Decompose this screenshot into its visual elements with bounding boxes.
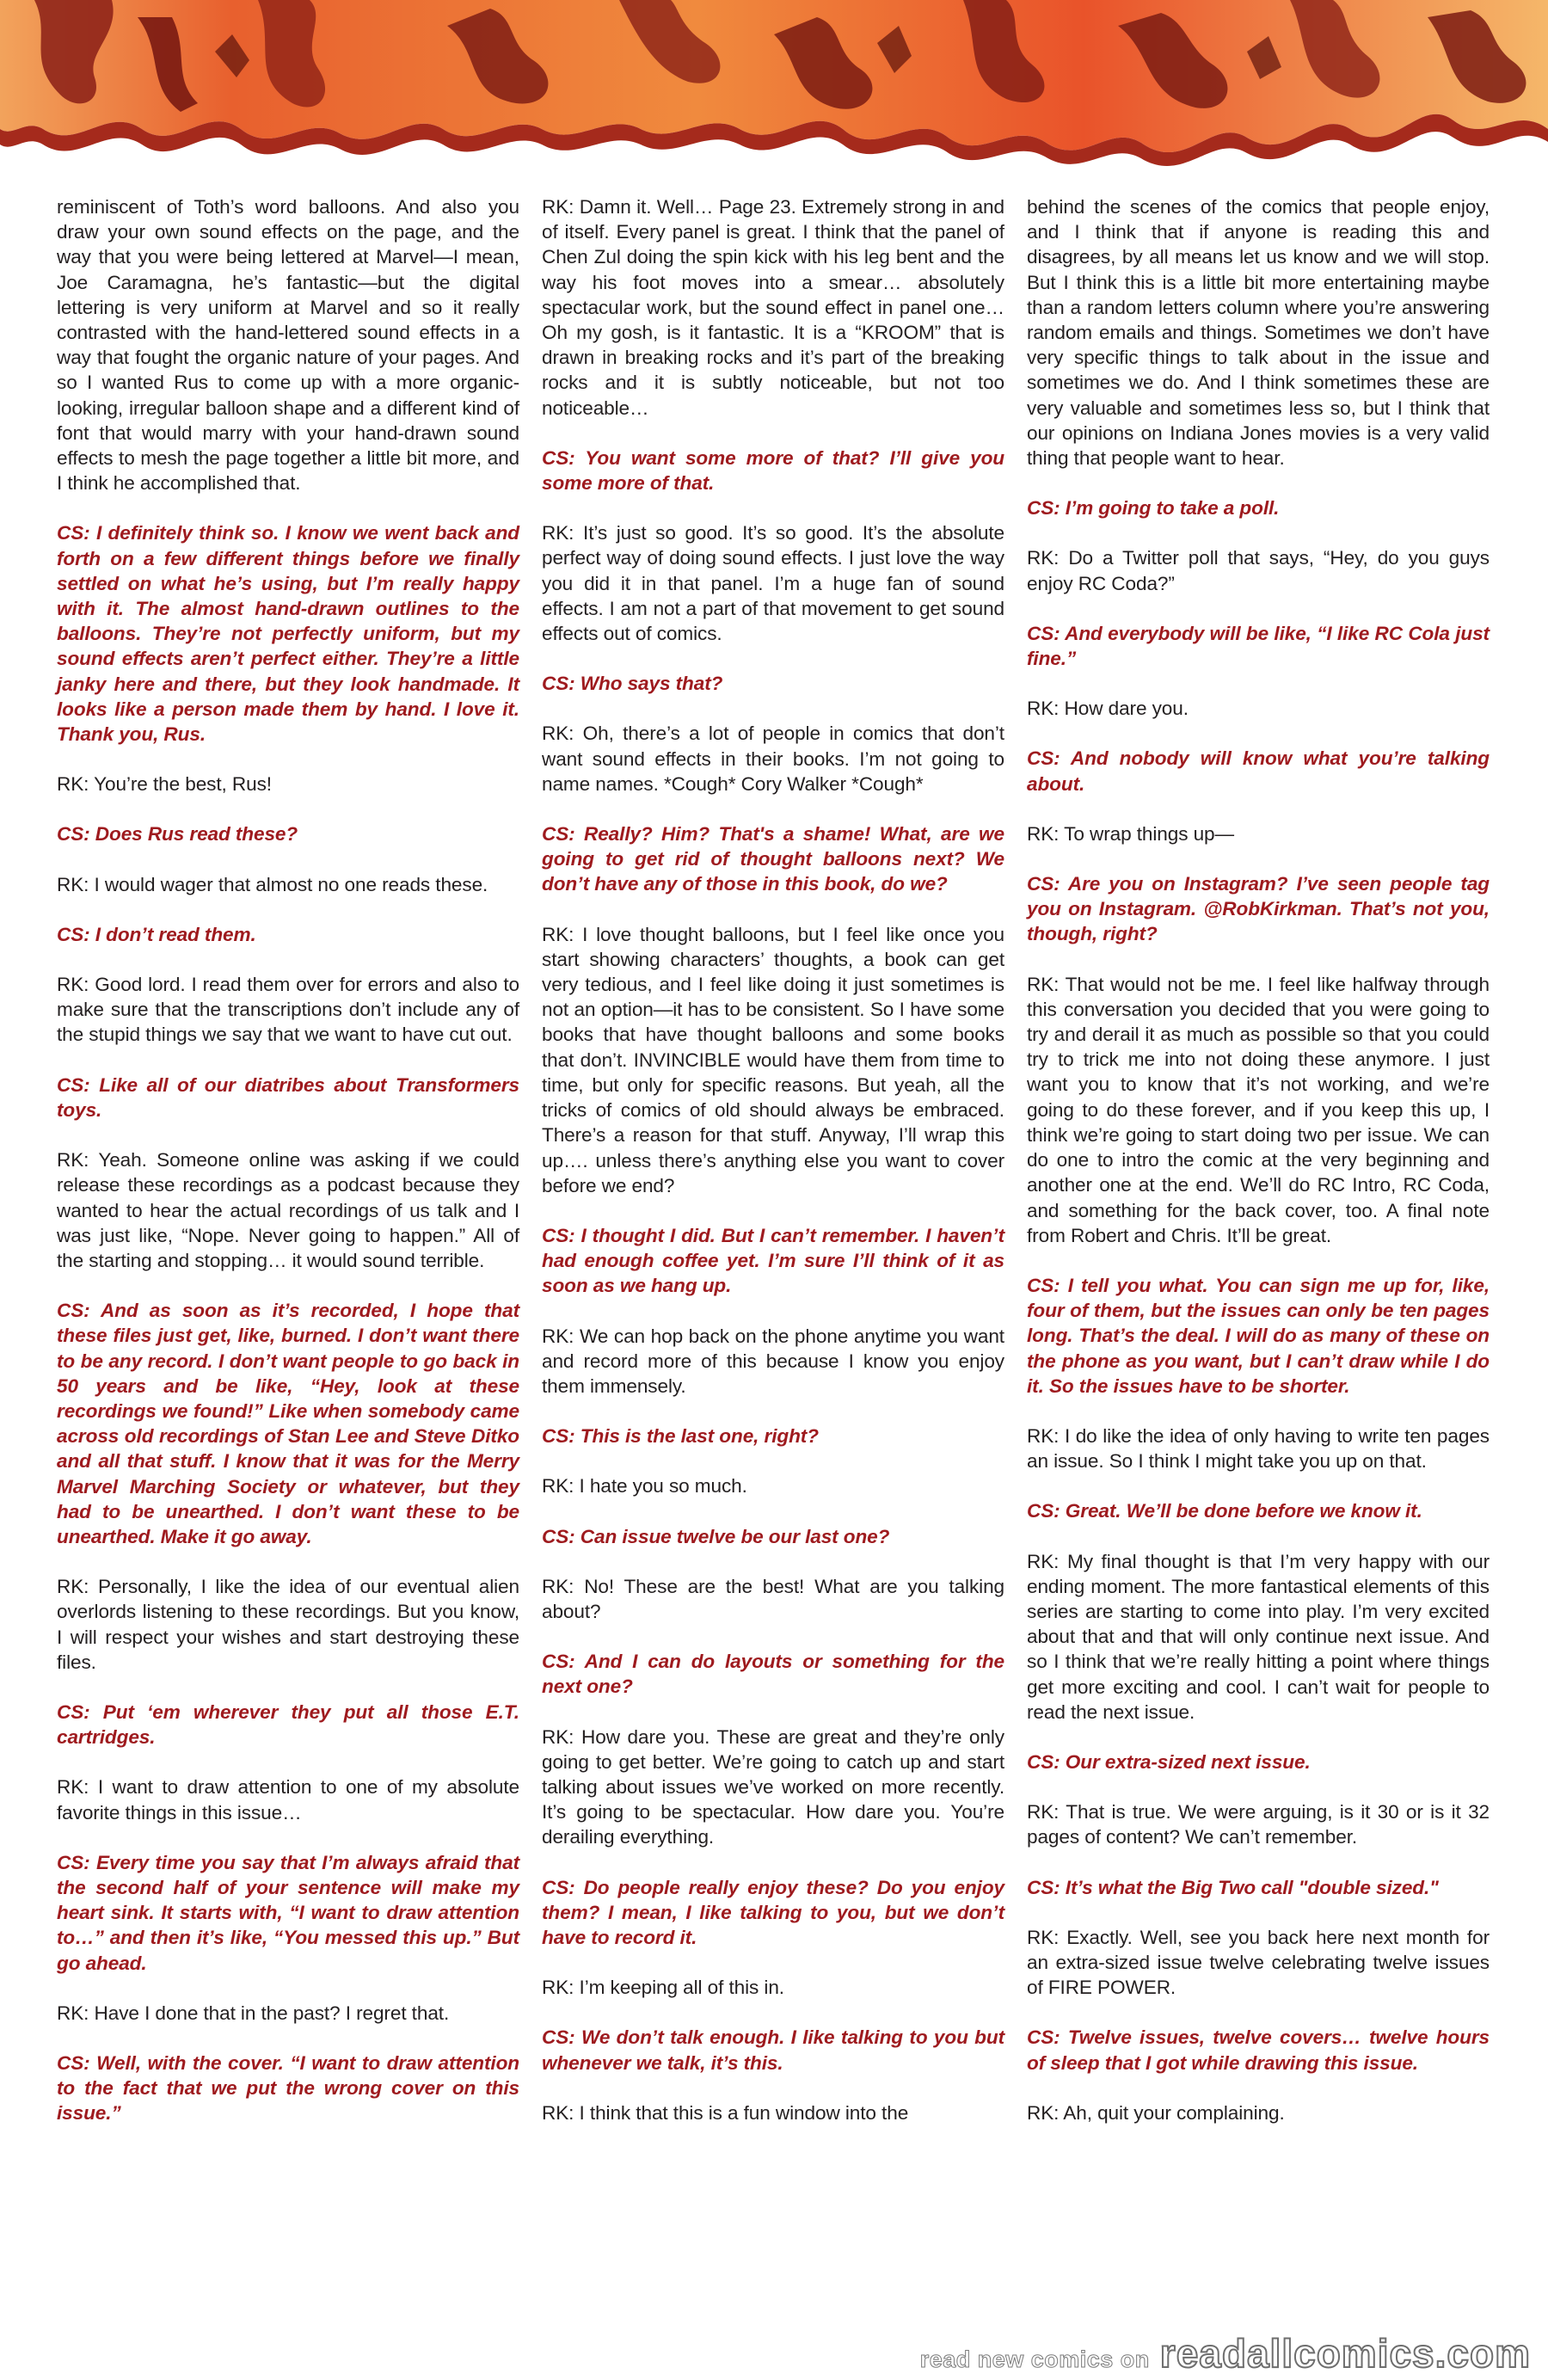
cs-remark: CS: Twelve issues, twelve covers… twelve hours of sleep that I got while drawing this issue. [1027,2026,1490,2074]
rk-remark: RK: I do like the idea of only having to write ten pages an issue. So I think I might take you up on that. [1027,1424,1490,1473]
cs-remark: CS: Really? Him? That's a shame! What, are we going to get rid of thought balloons next? We don’t have any of those in this book, do we? [542,823,1004,895]
rk-remark: RK: How dare you. These are great and they’re only going to get better. We’re going to catch up and start talking about issues we’ve worked on more recently. It’s going to be spectacular. How dare you. You’re derailing everything. [542,1725,1004,1848]
rk-remark: RK: Yeah. Someone online was asking if we could release these recordings as a podcast because they wanted to hear the actual recordings of us talk and I was just like, “Nope. Never going to happen.” All of the starting and stopping… it would sound terrible. [57,1149,519,1271]
cs-remark: CS: Put ‘em wherever they put all those E.T. cartridges. [57,1700,519,1749]
cs-remark: CS: Our extra-sized next issue. [1027,1750,1311,1773]
rk-remark: RK: To wrap things up— [1027,822,1235,845]
cs-remark: CS: Every time you say that I’m always afraid that the second half of your sentence will make my heart sink. It starts with, “I want to draw attention to…” and then it’s like, “You messed this up.” But go ahead. [57,1851,519,1974]
site-watermark [920,2332,1531,2377]
interview-paragraph: reminiscent of Toth’s word balloons. And also you draw your own sound effects on the page, and the way that you were being lettered at Marvel—I mean, Joe Caramagna, he’s fantastic—but the digital lettering is very uniform at Marvel and so it really contrasted with the hand-lettered sound effects in a way that fought the organic nature of your pages. And so I wanted Rus to come up with a more organic-looking, irregular balloon shape and a different kind of font that would marry with your hand-drawn sound effects to mesh the page together a little bit more, and I think he accomplished that. [57,196,519,495]
cs-remark: CS: You want some more of that? I’ll give you some more of that. [542,446,1004,495]
cs-remark: CS: I tell you what. You can sign me up for, like, four of them, but the issues can only be ten pages long. That’s the deal. I will do as many of these on the phone as you want, but I can’t draw while I do it. So the issues have to be shorter. [1027,1274,1490,1397]
cs-remark: CS: Does Rus read these? [57,823,298,846]
watermark-prefix: read new comics on [919,2346,1150,2372]
cs-remark: CS: Like all of our diatribes about Transformers toys. [57,1073,519,1121]
rk-remark: RK: I think that this is a fun window into the [542,2101,909,2124]
rk-remark: RK: Damn it. Well… Page 23. Extremely strong in and of itself. Every panel is great. I think that the panel of Chen Zul doing the spin kick with his leg bent and the way his foot moves into a smear… absolutely spectacular work, but the sound effect in panel one… Oh my gosh, is it fantastic. It is a “KROOM” that is drawn in breaking rocks and it’s part of the breaking rocks and it is subtly noticeable, but not too noticeable… [542,196,1004,419]
rk-remark: behind the scenes of the comics that people enjoy, and I think that if anyone is reading this and disagrees, by all means let us know and we will stop. But I think this is a little bit more entertaining maybe than a random letters column where you’re answering random emails and things. Sometimes we don’t have very specific things to talk about in the issue and sometimes we do. And I think sometimes these are very valuable and sometimes less so, but I think that our opinions on Indiana Jones movies is a very valid thing that people want to hear. [1027,196,1490,470]
cs-remark: CS: Are you on Instagram? I’ve seen people tag you on Instagram. @RobKirkman. That’s not you, though, right? [1027,873,1490,945]
rk-remark: RK: That would not be me. I feel like halfway through this conversation you decided that you were going to try and derail it as much as possible so that you could try to trick me into not doing these anymore. I just want you to know that it’s not working, and we’re going to do these forever, and if you keep this up, I think we’re going to start doing two per issue. We can do one to intro the comic at the very beginning and another one at the end. We’ll do RC Intro, RC Coda, and something for the back cover, too. A final note from Robert and Chris. It’ll be great. [1027,973,1490,1246]
cs-remark: CS: Can issue twelve be our last one? [542,1525,890,1547]
rk-remark: RK: How dare you. [1027,698,1189,720]
rk-remark: RK: It’s just so good. It’s so good. It’s the absolute perfect way of doing sound effects. I just love the way you did it in that panel. I’m a huge fan of sound effects. I am not a part of that movement to get sound effects out of comics. [542,522,1004,645]
rk-remark: RK: Personally, I like the idea of our eventual alien overlords listening to these recordings. But you know, I will respect your wishes and start destroying these files. [57,1576,519,1673]
rk-remark: RK: I’m keeping all of this in. [542,1977,784,1999]
rk-remark: RK: I hate you so much. [542,1475,747,1497]
rk-remark: RK: That is true. We were arguing, is it 30 or is it 32 pages of content? We can’t remember. [1027,1801,1490,1848]
rk-remark: RK: I want to draw attention to one of my absolute favorite things in this issue… [57,1776,519,1823]
rk-remark: RK: Oh, there’s a lot of people in comics that don’t want sound effects in their books. I’m not going to name names. *Cough* Cory Walker *Cough* [542,723,1004,795]
rk-remark: RK: Have I done that in the past? I regret that. [57,2002,450,2024]
rk-remark: RK: My final thought is that I’m very happy with our ending moment. The more fantastical elements of this series are starting to come into play. I’m very excited about that and that will only continue next issue. And so I think that we’re really hitting a point where things get more exciting and cool. I can’t wait for people to read the next issue. [1027,1550,1490,1723]
rk-remark: RK: Ah, quit your complaining. [1027,2101,1285,2124]
cs-remark: CS: And as soon as it’s recorded, I hope that these files just get, like, burned. I don’t want there to be any record. I don’t want people to go back in 50 years and be like, “Hey, look at these recordings we found!” Like when somebody came across old recordings of Stan Lee and Steve Ditko and all that stuff. I know that it was for the Merry Marvel Marching Society or whatever, but they had to be unearthed. I don’t want these to be unearthed. Make it go away. [57,1300,519,1547]
cs-remark: CS: I don’t read them. [57,923,256,945]
rk-remark: RK: I love thought balloons, but I feel like once you start showing characters’ thoughts, a book can get very tedious, and I feel like doing it just sometimes is not an option—it has to be consistent. So I have some books that have thought balloons and some books that don’t. INVINCIBLE would have them from time to time, but only for specific reasons. But yeah, all the tricks of comics of old should always be embraced. There’s a reason for that stuff. Anyway, I’ll wrap this up…. unless there’s anything else you want to cover before we end? [542,923,1004,1196]
cs-remark: CS: We don’t talk enough. I like talking to you but whenever we talk, it’s this. [542,2026,1004,2074]
rk-remark: RK: Exactly. Well, see you back here next month for an extra-sized issue twelve celebrating twelve issues of FIRE POWER. [1027,1926,1490,1999]
cs-remark: CS: Well, with the cover. “I want to draw attention to the fact that we put the wrong cover on this issue.” [57,2051,519,2125]
cs-remark: CS: And I can do layouts or something for the next one? [542,1651,1004,1698]
rk-remark: RK: We can hop back on the phone anytime you want and record more of this because I know you enjoy them immensely. [542,1325,1004,1397]
column-1 [57,194,519,2336]
cs-remark: CS: I thought I did. But I can’t remember. I haven’t had enough coffee yet. I’m sure I’ll think of it as soon as we hang up. [542,1224,1004,1297]
rk-remark: RK: Do a Twitter poll that says, “Hey, do you guys enjoy RC Coda?” [1027,547,1490,594]
cs-remark: CS: Great. We’ll be done before we know it. [1027,1500,1422,1522]
rk-remark: RK: I would wager that almost no one reads these. [57,873,488,895]
article-columns [57,194,1490,2336]
cs-remark: CS: And nobody will know what you’re talking about. [1027,747,1490,795]
rk-remark: RK: Good lord. I read them over for errors and also to make sure that the transcriptions don’t include any of the stupid things we say that we want to have cut out. [57,974,519,1046]
cs-remark: CS: It’s what the Big Two call "double sized." [1027,1876,1439,1898]
header-banner-art [0,0,1548,185]
cs-remark: CS: Who says that? [542,673,723,695]
cs-remark: CS: And everybody will be like, “I like RC Cola just fine.” [1027,622,1490,670]
rk-remark: RK: You’re the best, Rus! [57,773,272,796]
cs-remark: CS: I definitely think so. I know we went back and forth on a few different things before we finally settled on what he’s using, but I’m really happy with it. The almost hand-drawn outlines to the balloons. They’re not perfectly uniform, but my sound effects aren’t perfect either. They’re a little janky here and there, but they look handmade. It looks like a person made them by hand. I love it. Thank you, Rus. [57,522,519,746]
column-3 [1027,194,1490,2336]
rk-remark: RK: No! These are the best! What are you talking about? [542,1575,1004,1622]
column-2 [542,194,1004,2336]
cs-remark: CS: I’m going to take a poll. [1027,497,1280,520]
cs-remark: CS: This is the last one, right? [542,1425,819,1448]
watermark-site-link[interactable]: readallcomics.com [1159,2331,1531,2376]
cs-remark: CS: Do people really enjoy these? Do you enjoy them? I mean, I like talking to you, but we don’t have to record it. [542,1876,1004,1948]
